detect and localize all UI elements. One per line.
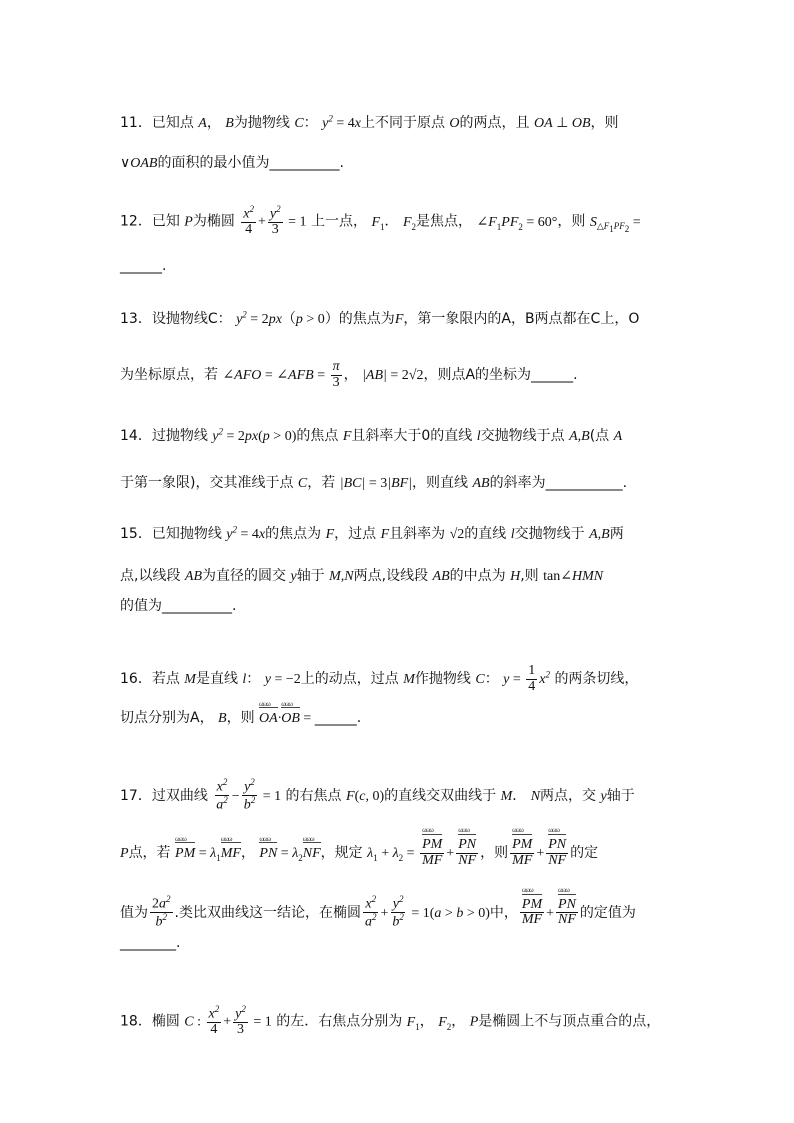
problem-number: 15． — [120, 526, 152, 542]
problem-number: 16． — [120, 671, 152, 688]
text: 已知抛物线 — [151, 526, 222, 542]
math: p > 0 — [295, 312, 325, 327]
problem-13-line-2 — [120, 360, 674, 390]
answer-blank: __________. — [162, 598, 237, 614]
text: 的面积的最小值为 — [157, 155, 270, 171]
text: 的斜率为 — [489, 475, 546, 491]
math: + — [258, 214, 266, 230]
problem-11-line-2 — [120, 152, 674, 172]
math: AB — [184, 569, 203, 584]
problem-17-line-3 — [120, 895, 674, 931]
math-fraction: $\frac{\text{PN ωωω}}{NF}$ — [456, 838, 478, 868]
problem-number: 14． — [120, 428, 152, 444]
text: 轴于 — [606, 787, 635, 804]
problem-17-line-4 — [120, 935, 674, 951]
math-fraction: $\frac{y^2}{b^2}$ — [243, 777, 256, 813]
text: 的焦点为 — [265, 526, 322, 542]
text: 于第一象限)，交其准线于点 — [120, 475, 294, 491]
answer-blank: __________. — [269, 155, 344, 171]
text: ，则 — [557, 213, 586, 230]
text: 的定值为 — [579, 904, 636, 921]
text: 上的动点，过点 — [300, 671, 399, 688]
math-fraction: $\frac{1}{4}$ — [528, 663, 536, 694]
math: √2 — [449, 527, 465, 542]
text: 为椭圆 — [192, 213, 235, 230]
problem-12-line-1 — [120, 205, 674, 238]
text: 两 — [609, 526, 624, 542]
text: 两点,设线段 — [353, 568, 429, 584]
text: （ — [281, 311, 296, 327]
math: AB — [472, 476, 490, 491]
math: OA ωωω·OB ωωω = — [259, 711, 315, 726]
answer-blank: ________. — [120, 935, 181, 951]
text: 中， — [489, 904, 518, 921]
math: = 1 — [259, 788, 282, 804]
math: A — [613, 429, 623, 444]
math: F — [325, 527, 335, 542]
math: l — [510, 527, 515, 542]
math-fraction: $\frac{y^2}{3}$ — [269, 204, 281, 238]
math: ∨OAB — [120, 156, 158, 171]
text: 且斜率为 — [389, 526, 446, 542]
math: $y^2 = 2px$ — [236, 309, 282, 327]
text: 为抛物线 — [233, 115, 290, 131]
text: 交抛物线于点 — [480, 428, 565, 444]
text: 的直线 — [464, 526, 507, 542]
math-fraction: $\frac{x^2}{4}$ — [243, 204, 255, 238]
text: 值为 — [120, 904, 148, 921]
text: ： — [246, 671, 261, 688]
math-fraction: $\frac{x^2}{a^2}$ — [216, 777, 228, 813]
text: 的两条切线， — [554, 671, 639, 688]
problem-14-line-2 — [120, 472, 674, 492]
math: $\angle F_1PF_2 = 60^\circ$ — [476, 214, 558, 232]
problem-number: 17． — [120, 787, 152, 804]
text: ,则 — [520, 568, 539, 584]
problem-number: 13． — [120, 311, 152, 327]
math: C : — [184, 1014, 205, 1030]
math: AB — [432, 569, 450, 584]
text: ： — [303, 115, 318, 131]
math: $S_{\triangle F_1PF_2}$ = — [589, 214, 641, 235]
math-fraction: $\frac{2a^2}{b^2}$ — [152, 894, 171, 930]
math-fraction: $\frac{y^2}{3}$ — [235, 1004, 246, 1038]
problem-14-line-1 — [120, 425, 674, 445]
math: F — [394, 312, 404, 327]
math: $F_2$ — [438, 1014, 452, 1032]
text: ，则点A的坐标为 — [423, 367, 532, 384]
text: 过抛物线 — [151, 428, 208, 444]
text: 的右焦点 — [285, 787, 342, 804]
math: PM $\omega\omega\omega = \lambda_1MF$ ωωω — [175, 846, 241, 861]
math: C — [475, 672, 485, 688]
math: $\lambda_1 + \lambda_2$ = — [367, 846, 419, 863]
problem-18-line-1 — [120, 1005, 674, 1038]
math: H — [510, 569, 521, 584]
math: P — [184, 214, 193, 230]
problem-15-line-2 — [120, 565, 674, 585]
math: O — [449, 116, 460, 131]
text: 设抛物线C： — [151, 311, 232, 327]
text: ，规定 — [320, 845, 363, 862]
text: 的定 — [570, 845, 599, 862]
math: |AB| = 2√2 — [362, 368, 424, 384]
text: ． — [512, 787, 527, 804]
math: − — [231, 788, 240, 804]
text: 是焦点， — [416, 213, 473, 230]
text: 若点 — [151, 671, 180, 688]
text: ，第一象限内的A，B两点都在C上，O — [403, 311, 640, 327]
math-fraction: $\frac{\text{PM ωωω}}{MF}$ — [420, 838, 444, 868]
text: 上一点， — [311, 213, 367, 230]
text: 椭圆 — [151, 1013, 180, 1030]
text: ，若 — [307, 475, 336, 491]
text: 的中点为 — [449, 568, 506, 584]
answer-blank: ______. — [531, 367, 578, 384]
text: 点，若 — [128, 845, 171, 862]
text: ， — [343, 367, 358, 384]
text: 两点，交 — [540, 787, 597, 804]
text: 上不同于原点 — [360, 115, 445, 131]
math: A,B — [569, 429, 590, 444]
math: M,N — [329, 569, 354, 584]
text: ， — [240, 845, 255, 862]
text: ， — [206, 115, 221, 131]
text: ，过点 — [334, 526, 377, 542]
math: |BC| = 3|BF| — [339, 476, 413, 491]
math: + — [446, 846, 455, 862]
text: 切点分别为A， — [120, 710, 214, 726]
problem-16-line-1 — [120, 664, 674, 694]
text: 为直径的圆交 — [202, 568, 287, 584]
text: 的左．右焦点分别为 — [276, 1013, 403, 1030]
text: ： — [484, 671, 499, 688]
math: + — [223, 1014, 232, 1030]
math-fraction: $\frac{x^2}{4}$ — [208, 1004, 220, 1038]
text: 是椭圆上不与顶点重合的点， — [478, 1013, 661, 1030]
text: ， — [451, 1013, 466, 1030]
answer-blank: ______. — [120, 258, 167, 274]
math: = 1(a > b > 0) — [407, 905, 490, 921]
math: B — [225, 116, 234, 131]
math: $F_2$ — [402, 214, 417, 232]
math-fraction: $\frac{\text{PN ωωω}}{NF}$ — [546, 838, 568, 868]
text: ，则 — [590, 115, 619, 131]
math: N — [530, 788, 541, 804]
problem-13-line-1 — [120, 308, 674, 328]
math: ∠AFO = ∠AFB = — [222, 368, 329, 384]
math: B — [218, 711, 227, 726]
math: M — [403, 672, 415, 688]
text: .类比双曲线这一结论，在椭圆 — [174, 904, 361, 921]
text: ． — [384, 213, 399, 230]
math: A — [198, 116, 207, 131]
text: 且斜率大于0的直线 — [351, 428, 473, 444]
problem-11-line-1 — [120, 112, 674, 132]
math: $y^2 = 2px(p > 0)$ — [212, 426, 297, 444]
math: P — [120, 846, 129, 862]
problem-number: 18． — [120, 1013, 152, 1030]
text: 的直线交双曲线于 — [384, 787, 497, 804]
problem-15-line-1 — [120, 523, 674, 543]
text: ，则 — [480, 845, 509, 862]
answer-blank: ___________. — [545, 475, 628, 491]
math: l — [476, 429, 481, 444]
math: y = −2 — [264, 672, 301, 688]
text: 作抛物线 — [414, 671, 471, 688]
math: P — [469, 1014, 479, 1030]
math: F(c, 0) — [346, 788, 385, 804]
math: C — [294, 116, 304, 131]
math: $F_1$ — [406, 1014, 420, 1032]
math-fraction: $\frac{\pi}{3}$ — [332, 359, 340, 390]
math: $y^2 = 4x$ — [226, 524, 266, 542]
text: ， — [419, 1013, 434, 1030]
text: 是直线 — [195, 671, 238, 688]
text: 的两点，且 — [459, 115, 530, 131]
math: $F_1$ — [371, 214, 385, 232]
problem-16-line-2 — [120, 707, 674, 727]
text: 已知点 — [151, 115, 194, 131]
math: l — [242, 672, 247, 688]
text: 为坐标原点，若 — [120, 367, 218, 384]
problem-number: 11． — [120, 115, 152, 131]
math: F — [380, 527, 390, 542]
math: y — [600, 788, 607, 804]
math: = 1 — [249, 1014, 272, 1030]
problem-17-line-2 — [120, 838, 674, 868]
math: + — [536, 846, 545, 862]
math: + — [380, 905, 389, 921]
math: = 1 — [284, 214, 307, 230]
math: $x^2$ — [539, 669, 550, 688]
text: 点,以线段 — [120, 568, 181, 584]
text: ，则 — [226, 710, 255, 726]
text: 过双曲线 — [151, 787, 208, 804]
problem-17-line-1 — [120, 778, 674, 814]
text: 的焦点 — [296, 428, 339, 444]
text: 的值为 — [120, 598, 162, 614]
math: y = — [503, 672, 525, 688]
math-fraction: $\frac{y^2}{b^2}$ — [392, 894, 404, 930]
math: + — [546, 905, 555, 921]
math: M — [500, 788, 513, 804]
text: ）的焦点为 — [324, 311, 395, 327]
problem-number: 12． — [120, 213, 152, 230]
math: A,B — [589, 527, 610, 542]
math-fraction: $\frac{\text{PM ωωω}}{MF}$ — [510, 838, 534, 868]
math-fraction: $\frac{\text{PN ωωω}}{NF}$ — [556, 898, 578, 928]
math: C — [297, 476, 308, 491]
math-fraction: $\frac{x^2}{a^2}$ — [364, 894, 377, 930]
answer-blank: ______. — [314, 710, 362, 726]
math: F — [342, 429, 352, 444]
math: tan∠HMN — [543, 569, 604, 584]
problem-12-line-2 — [120, 258, 674, 274]
math: PN $\omega\omega\omega = \lambda_2NF$ ωωω — [259, 846, 320, 861]
text: 已知 — [151, 213, 180, 230]
math: y — [290, 569, 297, 584]
math: OA ⊥ OB — [533, 116, 591, 131]
math: M — [184, 672, 196, 688]
text: 轴于 — [296, 568, 325, 584]
problem-15-line-3 — [120, 595, 674, 615]
text: (点 — [589, 428, 610, 444]
math-fraction: $\frac{\text{PM ωωω}}{MF}$ — [520, 898, 544, 928]
text: 交抛物线于 — [514, 526, 585, 542]
math: $y^2 = 4x$ — [322, 113, 361, 131]
text: ，则直线 — [412, 475, 469, 491]
